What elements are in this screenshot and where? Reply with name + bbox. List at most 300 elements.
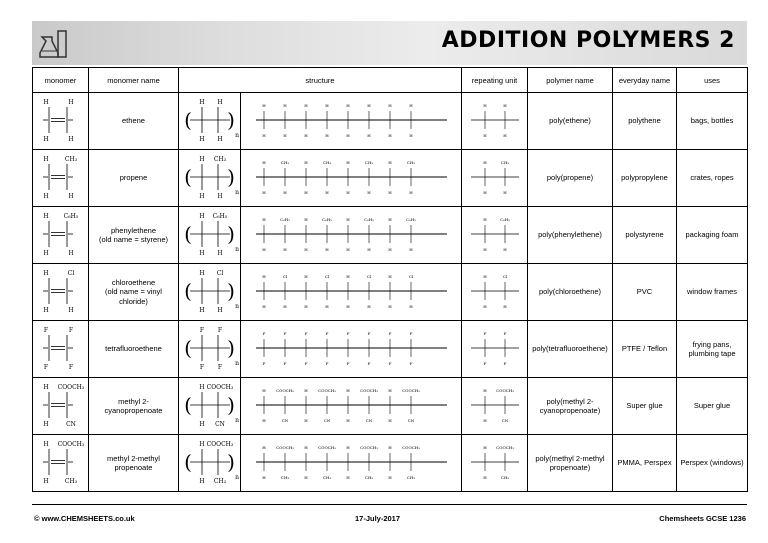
chain-atom-label: F: [262, 331, 265, 336]
atom-label: F: [199, 364, 204, 371]
table-row: [33, 150, 748, 207]
right-bracket: ): [226, 108, 235, 132]
bracket-structure: [180, 152, 240, 202]
chain-atom-label: CN: [365, 418, 372, 423]
table-row: [33, 93, 748, 150]
chain-atom-label: CH₃: [406, 160, 415, 165]
right-bracket: ): [226, 450, 235, 474]
repeating-unit: [463, 380, 527, 430]
bracket-structure: [180, 209, 240, 259]
chain-atom-label: H: [282, 133, 287, 138]
atom-label: CN: [214, 421, 225, 428]
uses: window frames: [686, 287, 738, 297]
monomer-cell: [33, 378, 89, 435]
chain-atom-label: CH₃: [364, 475, 373, 480]
chain-atom-label: COOCH₃: [275, 445, 294, 450]
bracket-structure-cell: [179, 435, 241, 492]
monomer-structure: [34, 209, 88, 259]
footer-reference: Chemsheets GCSE 1236: [659, 514, 746, 523]
repeat-n-label: n: [234, 303, 239, 310]
monomer-name: methyl 2-cyanopropenoate: [104, 396, 163, 415]
atom-label: Cl: [67, 270, 74, 277]
page-title: ADDITION POLYMERS 2: [441, 28, 735, 53]
everyday-name: polystyrene: [625, 230, 664, 240]
chain-atom-label: F: [283, 331, 286, 336]
chain-atom-label: H: [261, 103, 266, 108]
header-banner: [32, 21, 747, 65]
chain-atom-label: C₆H₅: [279, 217, 290, 222]
chain-atom-label: Cl: [324, 274, 329, 279]
atom-label: F: [43, 327, 48, 334]
chain-atom-label: CN: [407, 418, 414, 423]
atom-label: H: [482, 388, 487, 393]
chain-atom-label: H: [387, 304, 392, 309]
chain-atom-label: H: [387, 217, 392, 222]
bracket-structure: [180, 95, 240, 145]
chain-atom-label: H: [345, 190, 350, 195]
chain-atom-label: COOCH₃: [359, 388, 378, 393]
everyday-name: Super glue: [626, 401, 663, 411]
atom-label: H: [482, 247, 487, 252]
atom-label: H: [482, 274, 487, 279]
chain-atom-label: COOCH₃: [401, 445, 420, 450]
uses-cell: [677, 93, 748, 150]
atom-label: H: [198, 156, 205, 163]
chain-atom-label: F: [367, 361, 370, 366]
everyday-name-cell: [613, 93, 677, 150]
chain-atom-label: H: [261, 304, 266, 309]
atom-label: F: [217, 364, 222, 371]
repeat-n-label: n: [234, 417, 239, 424]
bracket-structure: [180, 437, 240, 487]
polymer-name-cell: [528, 321, 613, 378]
polymer-chain: [242, 323, 461, 373]
atom-label: COOCH₃: [206, 384, 233, 391]
atom-label: H: [502, 247, 507, 252]
repeating-unit-cell: [462, 321, 528, 378]
atom-label: H: [482, 418, 487, 423]
footer-date: 17-July-2017: [355, 514, 401, 523]
chain-atom-label: H: [345, 304, 350, 309]
atom-label: H: [482, 133, 487, 138]
chain-atom-label: F: [304, 361, 307, 366]
chain-atom-label: H: [408, 190, 413, 195]
chain-atom-label: H: [345, 418, 350, 423]
chain-atom-label: COOCH₃: [275, 388, 294, 393]
chain-atom-label: F: [367, 331, 370, 336]
everyday-name-cell: [613, 321, 677, 378]
repeating-unit: [463, 95, 527, 145]
chain-atom-label: F: [283, 361, 286, 366]
uses-cell: [677, 207, 748, 264]
uses: frying pans, plumbing tape: [688, 339, 736, 358]
chain-atom-label: H: [408, 247, 413, 252]
chain-atom-label: H: [387, 133, 392, 138]
everyday-name-cell: [613, 207, 677, 264]
atom-label: H: [502, 190, 507, 195]
repeating-unit: [463, 266, 527, 316]
polymer-chain-cell: [241, 378, 462, 435]
left-bracket: (: [183, 336, 192, 360]
atom-label: F: [199, 327, 204, 334]
col-header-monomer: monomer: [33, 68, 89, 93]
atom-label: C₆H₅: [212, 213, 227, 220]
atom-label: H: [216, 99, 223, 106]
chain-atom-label: F: [409, 331, 412, 336]
chain-atom-label: CH₃: [364, 160, 373, 165]
chain-atom-label: H: [282, 247, 287, 252]
chain-atom-label: H: [387, 388, 392, 393]
atom-label: H: [482, 445, 487, 450]
right-bracket: ): [226, 336, 235, 360]
chain-atom-label: H: [303, 190, 308, 195]
table-row: [33, 321, 748, 378]
atom-label: H: [198, 213, 205, 220]
monomer-name-cell: [89, 378, 179, 435]
monomer-name-cell: [89, 264, 179, 321]
left-bracket: (: [183, 165, 192, 189]
monomer-name-cell: [89, 321, 179, 378]
chain-atom-label: F: [304, 331, 307, 336]
chain-atom-label: COOCH₃: [317, 388, 336, 393]
chain-atom-label: H: [387, 160, 392, 165]
atom-label: CN: [501, 418, 508, 423]
uses: Super glue: [693, 401, 731, 411]
chain-atom-label: H: [261, 445, 266, 450]
everyday-name: polypropylene: [621, 173, 668, 183]
polymer-chain: [242, 437, 461, 487]
uses: Perspex (windows): [680, 458, 744, 468]
atom-label: H: [198, 250, 205, 257]
atom-label: Cl: [502, 274, 507, 279]
atom-label: H: [42, 307, 49, 314]
chain-atom-label: F: [388, 361, 391, 366]
atom-label: Cl: [216, 270, 223, 277]
left-bracket: (: [183, 450, 192, 474]
monomer-cell: [33, 435, 89, 492]
chain-atom-label: Cl: [366, 274, 371, 279]
left-bracket: (: [183, 222, 192, 246]
atom-label: H: [42, 421, 49, 428]
atom-label: C₆H₅: [63, 213, 78, 220]
chain-atom-label: C₆H₅: [405, 217, 416, 222]
chain-atom-label: COOCH₃: [317, 445, 336, 450]
atom-label: H: [42, 250, 49, 257]
repeat-n-label: n: [234, 360, 239, 367]
chain-atom-label: H: [345, 445, 350, 450]
chain-atom-label: H: [282, 304, 287, 309]
left-bracket: (: [183, 108, 192, 132]
atom-label: H: [42, 99, 49, 106]
everyday-name: polythene: [628, 116, 661, 126]
chain-atom-label: H: [387, 103, 392, 108]
chain-atom-label: H: [261, 217, 266, 222]
col-header-everyday-name: everyday name: [613, 68, 677, 93]
chain-atom-label: H: [261, 274, 266, 279]
atom-label: H: [42, 270, 49, 277]
chain-atom-label: H: [282, 103, 287, 108]
repeating-unit-cell: [462, 378, 528, 435]
chain-atom-label: H: [366, 103, 371, 108]
chain-atom-label: H: [261, 160, 266, 165]
chain-atom-label: H: [387, 190, 392, 195]
chain-atom-label: H: [261, 388, 266, 393]
atom-label: H: [482, 160, 487, 165]
repeating-unit-cell: [462, 264, 528, 321]
chain-atom-label: H: [345, 475, 350, 480]
atom-label: COOCH₃: [495, 388, 514, 393]
chain-atom-label: H: [303, 247, 308, 252]
bracket-structure-cell: [179, 150, 241, 207]
polymer-chain: [242, 266, 461, 316]
bracket-structure-cell: [179, 207, 241, 264]
chain-atom-label: H: [408, 133, 413, 138]
chain-atom-label: H: [303, 304, 308, 309]
polymer-chain: [242, 380, 461, 430]
atom-label: F: [68, 327, 73, 334]
table-row: [33, 264, 748, 321]
atom-label: H: [42, 384, 49, 391]
atom-label: COOCH₃: [206, 441, 233, 448]
repeating-unit: [463, 209, 527, 259]
polymer-name: poly(methyl 2-methyl propenoate): [535, 453, 605, 472]
chain-atom-label: H: [387, 247, 392, 252]
atom-label: CH₃: [500, 475, 509, 480]
atom-label: F: [503, 361, 506, 366]
bracket-structure: [180, 266, 240, 316]
uses-cell: [677, 378, 748, 435]
table-row: [33, 435, 748, 492]
chain-atom-label: H: [324, 133, 329, 138]
repeat-n-label: n: [234, 246, 239, 253]
monomer-structure: [34, 323, 88, 373]
left-bracket: (: [183, 279, 192, 303]
right-bracket: ): [226, 222, 235, 246]
atom-label: H: [198, 99, 205, 106]
atom-label: H: [482, 475, 487, 480]
repeating-unit-cell: [462, 93, 528, 150]
polymer-name: poly(chloroethene): [538, 287, 602, 297]
chain-atom-label: H: [345, 274, 350, 279]
atom-label: H: [216, 193, 223, 200]
chain-atom-label: H: [303, 160, 308, 165]
uses: bags, bottles: [690, 116, 734, 126]
col-header-repeating-unit: repeating unit: [462, 68, 528, 93]
chain-atom-label: COOCH₃: [401, 388, 420, 393]
monomer-structure: [34, 380, 88, 430]
chain-atom-label: Cl: [408, 274, 413, 279]
chain-atom-label: H: [345, 103, 350, 108]
atom-label: H: [502, 103, 507, 108]
chain-atom-label: H: [303, 388, 308, 393]
uses-cell: [677, 321, 748, 378]
right-bracket: ): [226, 393, 235, 417]
atom-label: H: [42, 478, 49, 485]
bracket-structure: [180, 323, 240, 373]
uses: crates, ropes: [690, 173, 734, 183]
polymer-name-cell: [528, 93, 613, 150]
repeating-unit: [463, 323, 527, 373]
chain-atom-label: H: [345, 247, 350, 252]
polymer-name-cell: [528, 378, 613, 435]
atom-label: CH₃: [500, 160, 509, 165]
chain-atom-label: H: [345, 133, 350, 138]
polymer-name-cell: [528, 150, 613, 207]
atom-label: H: [198, 421, 205, 428]
repeat-n-label: n: [234, 132, 239, 139]
atom-label: F: [43, 364, 48, 371]
chain-atom-label: H: [303, 418, 308, 423]
polymer-chain: [242, 95, 461, 145]
polymer-chain-cell: [241, 150, 462, 207]
atom-label: H: [502, 304, 507, 309]
chain-atom-label: H: [282, 190, 287, 195]
chain-atom-label: CH₃: [406, 475, 415, 480]
chain-atom-label: C₆H₅: [363, 217, 374, 222]
everyday-name: PVC: [636, 287, 653, 297]
footer-copyright: © www.CHEMSHEETS.co.uk: [34, 514, 135, 523]
monomer-name: propene: [119, 173, 148, 183]
bracket-structure-cell: [179, 93, 241, 150]
bracket-structure-cell: [179, 378, 241, 435]
chain-atom-label: H: [408, 304, 413, 309]
everyday-name-cell: [613, 150, 677, 207]
monomer-name: methyl 2-methyl propenoate: [107, 453, 160, 472]
atom-label: F: [483, 361, 486, 366]
footer-divider: [32, 504, 747, 505]
atom-label: F: [68, 364, 73, 371]
atom-label: H: [198, 270, 205, 277]
monomer-structure: [34, 152, 88, 202]
monomer-name-cell: [89, 435, 179, 492]
flask-icon: [38, 27, 72, 59]
repeating-unit-cell: [462, 150, 528, 207]
chain-atom-label: CH₃: [280, 160, 289, 165]
chain-atom-label: H: [345, 388, 350, 393]
chain-atom-label: H: [366, 247, 371, 252]
repeating-unit: [463, 152, 527, 202]
chain-atom-label: H: [324, 304, 329, 309]
atom-label: H: [216, 250, 223, 257]
polymer-name: poly(methyl 2- cyanopropenoate): [539, 396, 601, 415]
chain-atom-label: F: [325, 361, 328, 366]
monomer-name: phenylethene (old name = styrene): [99, 225, 168, 244]
atom-label: CH₃: [64, 156, 77, 163]
col-header-polymer-name: polymer name: [528, 68, 613, 93]
chain-atom-label: CH₃: [322, 160, 331, 165]
uses-cell: [677, 435, 748, 492]
monomer-name-cell: [89, 150, 179, 207]
polymer-chain: [242, 209, 461, 259]
atom-label: H: [482, 103, 487, 108]
chain-atom-label: F: [346, 331, 349, 336]
polymer-name: poly(ethene): [549, 116, 591, 126]
col-header-monomer-name: monomer name: [89, 68, 179, 93]
polymer-chain-cell: [241, 264, 462, 321]
monomer-cell: [33, 321, 89, 378]
uses: packaging foam: [685, 230, 739, 240]
atom-label: H: [42, 441, 49, 448]
right-bracket: ): [226, 279, 235, 303]
monomer-cell: [33, 150, 89, 207]
atom-label: H: [198, 136, 205, 143]
chain-atom-label: H: [366, 304, 371, 309]
everyday-name-cell: [613, 435, 677, 492]
repeating-unit: [463, 437, 527, 487]
atom-label: H: [67, 136, 74, 143]
everyday-name: PMMA, Perspex: [617, 458, 672, 468]
polymer-name: poly(phenylethene): [538, 230, 602, 240]
atom-label: CH₃: [213, 156, 226, 163]
chain-atom-label: H: [324, 103, 329, 108]
chain-atom-label: F: [325, 331, 328, 336]
repeating-unit-cell: [462, 435, 528, 492]
left-bracket: (: [183, 393, 192, 417]
repeat-n-label: n: [234, 189, 239, 196]
atom-label: H: [198, 307, 205, 314]
bracket-structure: [180, 380, 240, 430]
chain-atom-label: H: [261, 247, 266, 252]
polymer-chain-cell: [241, 321, 462, 378]
chain-atom-label: F: [346, 361, 349, 366]
atom-label: CH₃: [64, 478, 77, 485]
atom-label: H: [198, 384, 205, 391]
monomer-name: chloroethene (old name = vinyl chloride): [105, 277, 162, 306]
polymer-name: poly(tetrafluoroethene): [532, 344, 608, 354]
atom-label: H: [42, 156, 49, 163]
chain-atom-label: F: [409, 361, 412, 366]
atom-label: H: [216, 136, 223, 143]
polymer-name: poly(propene): [546, 173, 594, 183]
chain-atom-label: H: [303, 475, 308, 480]
chain-atom-label: H: [261, 133, 266, 138]
chain-atom-label: H: [303, 133, 308, 138]
chain-atom-label: F: [262, 361, 265, 366]
chain-atom-label: H: [261, 190, 266, 195]
atom-label: H: [482, 190, 487, 195]
monomer-name-cell: [89, 93, 179, 150]
monomer-name: tetrafluoroethene: [105, 344, 162, 354]
table-row: [33, 378, 748, 435]
atom-label: H: [42, 213, 49, 220]
chain-atom-label: CN: [323, 418, 330, 423]
atom-label: H: [198, 478, 205, 485]
chain-atom-label: CH₃: [280, 475, 289, 480]
atom-label: H: [482, 304, 487, 309]
col-header-structure: structure: [179, 68, 462, 93]
col-header-uses: uses: [677, 68, 748, 93]
atom-label: F: [503, 331, 506, 336]
chain-atom-label: H: [261, 418, 266, 423]
atom-label: C₆H₅: [499, 217, 510, 222]
polymer-name-cell: [528, 264, 613, 321]
atom-label: COOCH₃: [57, 441, 84, 448]
chain-atom-label: H: [345, 160, 350, 165]
chain-atom-label: H: [408, 103, 413, 108]
monomer-cell: [33, 207, 89, 264]
monomer-structure: [34, 437, 88, 487]
atom-label: F: [483, 331, 486, 336]
atom-label: H: [67, 99, 74, 106]
monomer-name: ethene: [122, 116, 145, 126]
polymer-chain: [242, 152, 461, 202]
atom-label: H: [67, 193, 74, 200]
chain-atom-label: H: [366, 190, 371, 195]
chain-atom-label: H: [303, 103, 308, 108]
chain-atom-label: H: [303, 217, 308, 222]
atom-label: H: [67, 307, 74, 314]
atom-label: CH₃: [213, 478, 226, 485]
